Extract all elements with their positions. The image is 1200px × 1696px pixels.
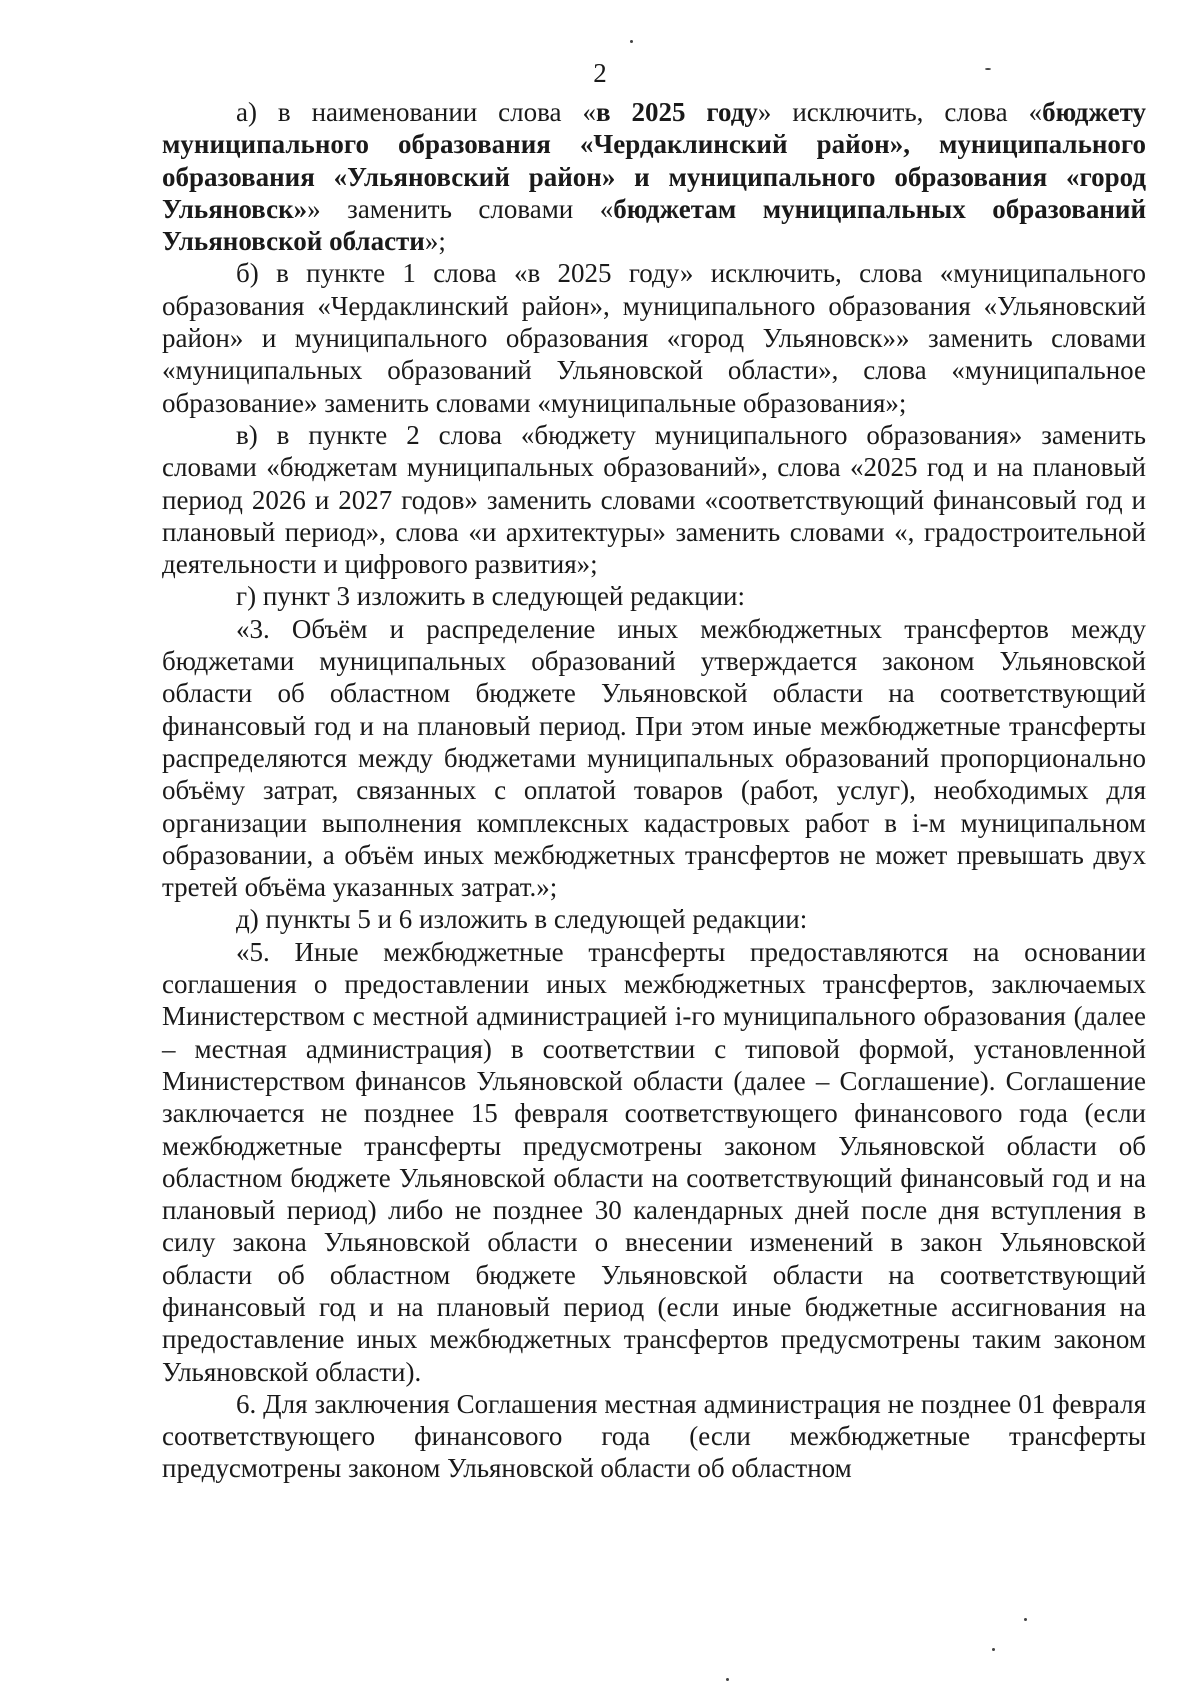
paragraph-v: в) в пункте 2 слова «бюджету муниципального образования» заменить словами «бюджетам муниципальных образований», слова «2025 год и на плановый период 2026 и 2027 годов» заменить словами «соответствующий финансовый год и плановый период», слова «и архитектуры» заменить словами «, градостроительной деятельности и цифрового развития»; bbox=[162, 419, 1146, 580]
document-body bbox=[162, 96, 1146, 1485]
paragraph-d: д) пункты 5 и 6 изложить в следующей редакции: bbox=[236, 904, 808, 935]
para-a-text-4: »; bbox=[424, 226, 446, 257]
para-a-text-3: » заменить словами « bbox=[307, 193, 614, 224]
para-a-bold-1: в 2025 году bbox=[595, 97, 758, 127]
paragraph-item-3: «3. Объём и распределение иных межбюджетных трансфертов между бюджетами муниципальных образований утверждается законом Ульяновской области об областном бюджете Ульяновской области на соответствующий финансовый год и на плановый период. При этом иные межбюджетные трансферты распределяются между бюджетами муниципальных образований пропорционально объёму затрат, связанных с оплатой товаров (работ, услуг), необходимых для организации выполнения комплексных кадастровых работ в i-м муниципальном образовании, а объём иных межбюджетных трансфертов не может превышать двух третей объёма указанных затрат.»; bbox=[162, 613, 1146, 903]
paragraph-b: б) в пункте 1 слова «в 2025 году» исключить, слова «муниципального образования «Чердаклинский район», муниципального образования «Ульяновский район» и муниципального образования «город Ульяновск»» заменить словами «муниципальных образований Ульяновской области», слова «муниципальное образование» заменить словами «муниципальные образования»; bbox=[162, 258, 1146, 418]
para-a-text-2: » исключить, слова « bbox=[757, 97, 1043, 127]
paragraph-item-6: 6. Для заключения Соглашения местная администрация не позднее 01 февраля соответствующего финансового года (если межбюджетные трансферты предусмотрены законом Ульяновской области об областном bbox=[162, 1388, 1146, 1484]
paragraph-a bbox=[162, 96, 1146, 257]
page-number: 2 bbox=[593, 58, 607, 88]
para-a-bold-3: бюджетам муниципальных образований Ульяновской области bbox=[162, 193, 1146, 257]
para-a-text-1: а) в наименовании слова « bbox=[236, 97, 596, 127]
para-a-bold-2: бюджету муниципального образования «Чердаклинский район», муниципального образования «Ульяновский район» и муниципального образования «город Ульяновск» bbox=[162, 97, 1146, 224]
scan-speck bbox=[992, 1648, 995, 1651]
scan-speck bbox=[985, 68, 991, 70]
scan-speck bbox=[1024, 1618, 1027, 1621]
paragraph-g: г) пункт 3 изложить в следующей редакции: bbox=[236, 581, 745, 612]
scan-speck bbox=[630, 40, 633, 43]
scan-speck bbox=[726, 1678, 729, 1681]
paragraph-item-5: «5. Иные межбюджетные трансферты предоставляются на основании соглашения о предоставлении иных межбюджетных трансфертов, заключаемых Министерством с местной администрацией i-го муниципального образования (далее – местная администрация) в соответствии с типовой формой, установленной Министерством финансов Ульяновской области (далее – Соглашение). Соглашение заключается не позднее 15 февраля соответствующего финансового года (если межбюджетные трансферты предусмотрены законом Ульяновской области об областном бюджете Ульяновской области на соответствующий финансовый год и на плановый период) либо не позднее 30 календарных дней после дня вступления в силу закона Ульяновской области о внесении изменений в закон Ульяновской области об областном бюджете Ульяновской области на соответствующий финансовый год и на плановый период (если иные бюджетные ассигнования на предоставление иных межбюджетных трансфертов предусмотрены таким законом Ульяновской области). bbox=[162, 936, 1146, 1387]
